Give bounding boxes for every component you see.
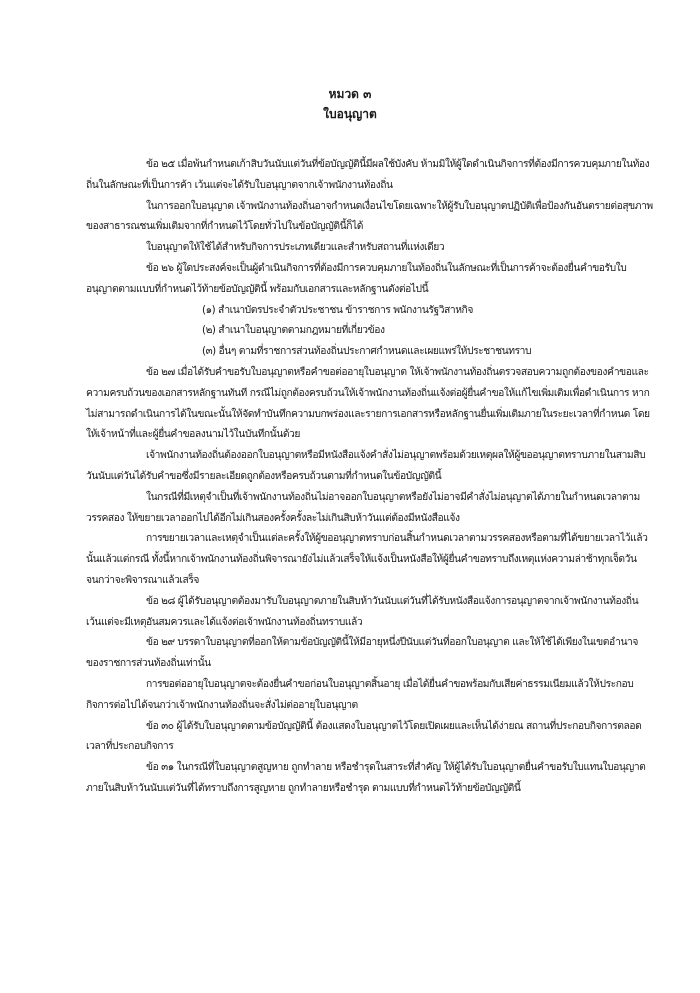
document-body <box>86 154 654 799</box>
paragraph-section-25: ข้อ ๒๕ เมื่อพ้นกำหนดเก้าสิบวันนับแต่วันที่ข้อบัญญัตินี้มีผลใช้บังคับ ห้ามมิให้ผู้ใดดำเนินกิจการที่ต้องมีการควบคุมภายในท้องถิ่นในลักษณะที่เป็นการค้า เว้นแต่จะได้รับใบอนุญาตจากเจ้าพนักงานท้องถิ่น <box>86 158 650 191</box>
paragraph-section-31: ข้อ ๓๑ ในกรณีที่ใบอนุญาตสูญหาย ถูกทำลาย หรือชำรุดในสาระที่สำคัญ ให้ผู้ได้รับใบอนุญาตยื่นคำขอรับใบแทนใบอนุญาตภายในสิบห้าวันนับแต่วันที่ได้ทราบถึงการสูญหาย ถูกทำลายหรือชำรุด ตามแบบที่กำหนดไว้ท้ายข้อบัญญัตินี้ <box>86 761 646 794</box>
list-item: (๓) อื่นๆ ตามที่ราชการส่วนท้องถิ่นประกาศกำหนดและเผยแพร่ให้ประชาชนทราบ <box>202 345 532 358</box>
paragraph-section-28: ข้อ ๒๘ ผู้ได้รับอนุญาตต้องมารับใบอนุญาตภายในสิบห้าวันนับแต่วันที่ได้รับหนังสือแจ้งการอนุญาตจากเจ้าพนักงานท้องถิ่น เว้นแต่จะมีเหตุอันสมควรและได้แจ้งต่อเจ้าพนักงานท้องถิ่นทราบแล้ว <box>86 594 641 628</box>
chapter-title: ใบอนุญาต <box>323 107 377 121</box>
chapter-number: หมวด ๓ <box>328 87 372 101</box>
list-item: (๑) สำเนาบัตรประจำตัวประชาชน ข้าราชการ พนักงานรัฐวิสาหกิจ <box>202 303 473 316</box>
paragraph-section-30: ข้อ ๓๐ ผู้ได้รับใบอนุญาตตามข้อบัญญัตินี้ ต้องแสดงใบอนุญาตไว้โดยเปิดเผยและเห็นได้ง่ายณ สถานที่ประกอบกิจการตลอดเวลาที่ประกอบกิจการ <box>86 719 642 753</box>
paragraph-extension: ในกรณีที่มีเหตุจำเป็นที่เจ้าพนักงานท้องถิ่นไม่อาจออกใบอนุญาตหรือยังไม่อาจมีคำสั่งไม่อนุญาตได้ภายในกำหนดเวลาตามวรรคสอง ให้ขยายเวลาออกไปได้อีกไม่เกินสองครั้งครั้งละไม่เกินสิบห้าวันแต่ต้องมีหนังสือแจ้ง <box>86 490 640 524</box>
paragraph-renewal: การขอต่ออายุใบอนุญาตจะต้องยื่นคำขอก่อนใบอนุญาตสิ้นอายุ เมื่อได้ยื่นคำขอพร้อมกับเสียค่าธรรมเนียมแล้วให้ประกอบกิจการต่อไปได้จนกว่าเจ้าพนักงานท้องถิ่นจะสั่งไม่ต่ออายุใบอนุญาต <box>86 677 634 711</box>
paragraph-license-conditions: ในการออกใบอนุญาต เจ้าพนักงานท้องถิ่นอาจกำหนดเงื่อนไขโดยเฉพาะให้ผู้รับใบอนุญาตปฏิบัติเพื่อป้องกันอันตรายต่อสุขภาพของสาธารณชนเพิ่มเติมจากที่กำหนดไว้โดยทั่วไปในข้อบัญญัตินี้ก็ได้ <box>86 199 653 233</box>
list-item: (๒) สำเนาใบอนุญาตตามกฎหมายที่เกี่ยวข้อง <box>202 324 385 337</box>
paragraph-section-26: ข้อ ๒๖ ผู้ใดประสงค์จะเป็นผู้ดำเนินกิจการที่ต้องมีการควบคุมภายในท้องถิ่นในลักษณะที่เป็นการค้าจะต้องยื่นคำขอรับใบอนุญาตตามแบบที่กำหนดไว้ท้ายข้อบัญญัตินี้ พร้อมกับเอกสารและหลักฐานดังต่อไปนี้ <box>86 261 627 295</box>
paragraph-section-27: ข้อ ๒๗ เมื่อได้รับคำขอรับใบอนุญาตหรือคำขอต่ออายุใบอนุญาต ให้เจ้าพนักงานท้องถิ่นตรวจสอบความถูกต้องของคำขอและความครบถ้วนของเอกสารหลักฐานทันที กรณีไม่ถูกต้องครบถ้วนให้เจ้าพนักงานท้องถิ่นแจ้งต่อผู้ยื่นคำขอให้แก้ไขเพิ่มเติมเพื่อดำเนินการ หากไม่สามารถดำเนินการได้ในขณะนั้นให้จัดทำบันทึกความบกพร่องและรายการเอกสารหรือหลักฐานยื่นเพิ่มเติมภายในระยะเวลาที่กำหนด โดยให้เจ้าหน้าที่และผู้ยื่นคำขอลงนามไว้ในบันทึกนั้นด้วย <box>86 365 650 441</box>
paragraph-section-29: ข้อ ๒๙ บรรดาใบอนุญาตที่ออกให้ตามข้อบัญญัตินี้ให้มีอายุหนึ่งปีนับแต่วันที่ออกใบอนุญาต และให้ใช้ได้เพียงในเขตอำนาจของราชการส่วนท้องถิ่นเท่านั้น <box>86 636 638 670</box>
paragraph-issue-license: เจ้าพนักงานท้องถิ่นต้องออกใบอนุญาตหรือมีหนังสือแจ้งคำสั่งไม่อนุญาตพร้อมด้วยเหตุผลให้ผู้ขออนุญาตทราบภายในสามสิบวันนับแต่วันได้รับคำขอซึ่งมีรายละเอียดถูกต้องหรือครบถ้วนตามที่กำหนดในข้อบัญญัตินี้ <box>86 449 646 482</box>
paragraph-extension-notice: การขยายเวลาและเหตุจำเป็นแต่ละครั้งให้ผู้ขออนุญาตทราบก่อนสิ้นกำหนดเวลาตามวรรคสองหรือตามที่ได้ขยายเวลาไว้แล้วนั้นแล้วแต่กรณี ทั้งนี้หากเจ้าพนักงานท้องถิ่นพิจารณายังไม่แล้วเสร็จให้แจ้งเป็นหนังสือให้ผู้ยื่นคำขอทราบถึงเหตุแห่งความล่าช้าทุกเจ็ดวันจนกว่าจะพิจารณาแล้วเสร็จ <box>86 532 648 586</box>
paragraph-license-scope: ใบอนุญาตให้ใช้ได้สำหรับกิจการประเภทเดียวและสำหรับสถานที่แห่งเดียว <box>146 241 445 254</box>
